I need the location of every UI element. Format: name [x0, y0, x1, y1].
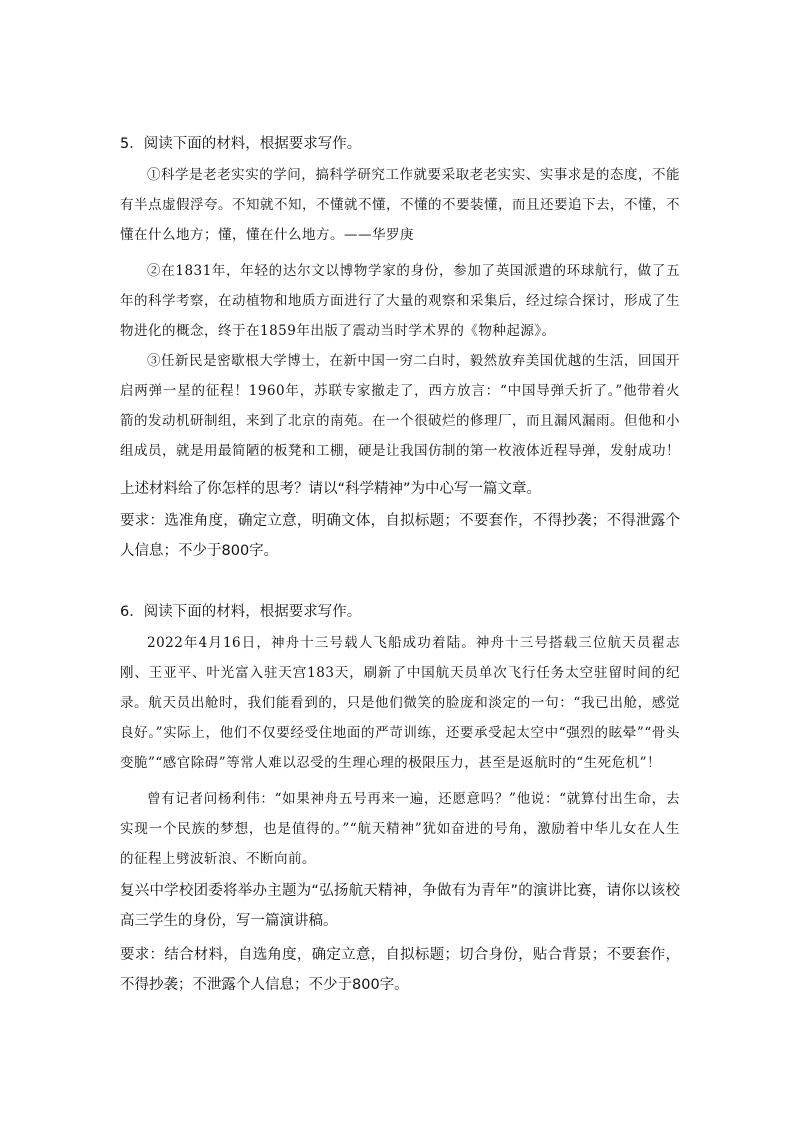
question-6-material-2: 曾有记者问杨利伟：“如果神舟五号再来一遍，还愿意吗？”他说：“就算付出生命，去实现一个民族的梦想，也是值得的。”“航天精神”犹如奋进的号角，激励着中华儿女在人生的征程上劈波斩浪、不断向前。 — [120, 791, 680, 867]
question-5-prompt: 上述材料给了你怎样的思考？请以“科学精神”为中心写一篇文章。 — [120, 481, 542, 497]
question-6-material-1: 2022年4月16日，神舟十三号载人飞船成功着陆。神舟十三号搭载三位航天员翟志刚、王亚平、叶光富入驻天宫183天，刷新了中国航天员单次飞行任务太空驻留时间的纪录。航天员出舱时，我们能看到的，只是他们微笑的脸庞和淡定的一句：“我已出舱，感觉良好。”实际上，他们不仅要经受住地面的严苛训练，还要承受起太空中“强烈的眩晕”“骨头变脆”“感官除碍”等常人难以忍受的生理心理的极限压力，甚至是返航时的“生死危机”！ — [120, 635, 680, 771]
question-5-requirement: 要求：选准角度，确定立意，明确文体，自拟标题；不要套作，不得抄袭；不得泄露个人信息；不少于800字。 — [120, 513, 680, 559]
question-5-material-1: ①科学是老老实实的学问，搞科学研究工作就要采取老老实实、实事求是的态度，不能有半点虚假浮夸。不知就不知，不懂就不懂，不懂的不要装懂，而且还要追下去，不懂，不懂在什么地方；懂，懂在什么地方。——华罗庚 — [120, 167, 680, 243]
question-6-heading: 6．阅读下面的材料，根据要求写作。 — [120, 604, 362, 620]
question-5-heading: 5．阅读下面的材料，根据要求写作。 — [120, 136, 362, 152]
question-6-prompt: 复兴中学校团委将举办主题为“弘扬航天精神，争做有为青年”的演讲比赛，请你以该校高三学生的身份，写一篇演讲稿。 — [120, 883, 680, 929]
question-6-requirement: 要求：结合材料，自选角度，确定立意，自拟标题；切合身份，贴合背景；不要套作，不得抄袭；不泄露个人信息；不少于800字。 — [120, 947, 680, 993]
question-5-material-3: ③任新民是密歇根大学博士，在新中国一穷二白时，毅然放弃美国优越的生活，回国开启两弹一星的征程！1960年，苏联专家撤走了，西方放言：“中国导弹夭折了。”他带着火箭的发动机研制组，来到了北京的南苑。在一个很破烂的修理厂，而且漏风漏雨。但他和小组成员，就是用最简陋的板凳和工棚，硬是让我国仿制的第一枚液体近程导弹，发射成功！ — [120, 353, 680, 459]
question-5-material-2: ②在1831年，年轻的达尔文以博物学家的身份，参加了英国派遣的环球航行，做了五年的科学考察，在动植物和地质方面进行了大量的观察和采集后，经过综合探讨，形成了生物进化的概念，终于在1859年出版了震动当时学术界的《物种起源》。 — [120, 263, 680, 339]
